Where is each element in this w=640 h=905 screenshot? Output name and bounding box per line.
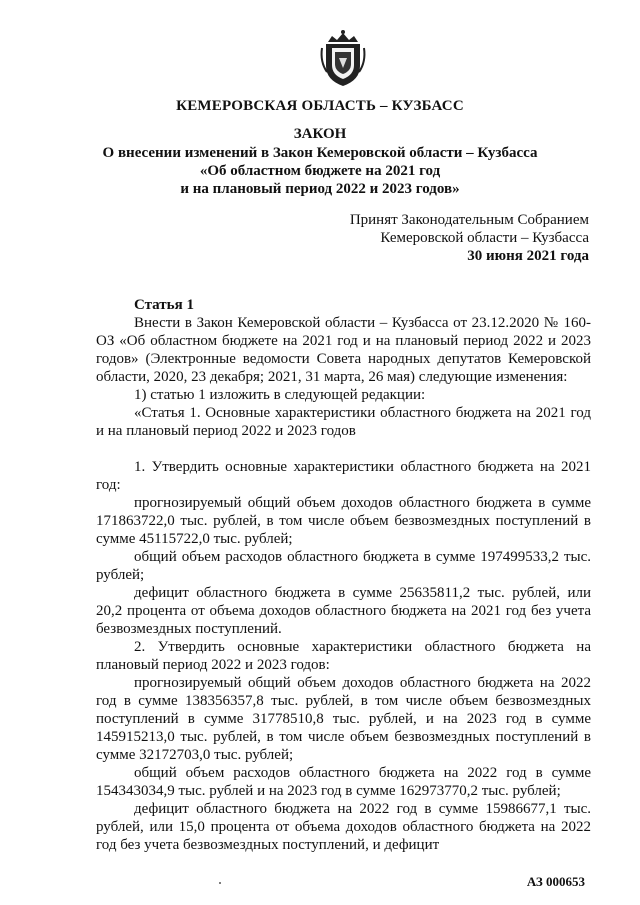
body-paragraph: Внести в Закон Кемеровской области – Кузбасса от 23.12.2020 № 160-ОЗ «Об областном бюджете на 2021 год и на плановый период 2022 и 2023 годов» (Электронные ведомости Совета народных депутатов Кемеровской области, 2020, 23 декабря; 2021, 31 марта, 26 мая) следующие изменения: [96, 315, 591, 385]
body-paragraph: прогнозируемый общий объем доходов областного бюджета в сумме 171863722,0 тыс. рублей, в том числе объем безвозмездных поступлений в сумме 45115722,0 тыс. рублей; [96, 495, 591, 547]
body-paragraph: общий объем расходов областного бюджета на 2022 год в сумме 154343034,9 тыс. рублей и на 2023 год в сумме 162973770,2 тыс. рублей; [96, 765, 591, 799]
body-paragraph: 1. Утвердить основные характеристики областного бюджета на 2021 год: [96, 459, 591, 493]
body-paragraph: 1) статью 1 изложить в следующей редакции: [134, 387, 426, 403]
adoption-block [289, 211, 589, 265]
body-paragraph: «Статья 1. Основные характеристики областного бюджета на 2021 год и на плановый период 2022 и 2023 годов [96, 405, 591, 439]
adoption-line: Кемеровской области – Кузбасса [380, 230, 589, 246]
body-paragraph: 2. Утвердить основные характеристики областного бюджета на плановый период 2022 и 2023 годов: [96, 639, 591, 673]
document-serial-code: АЗ 000653 [526, 874, 585, 889]
body-paragraph: дефицит областного бюджета в сумме 25635811,2 тыс. рублей, или 20,2 процента от объема доходов областного бюджета на 2021 год без учета безвозмездных поступлений. [96, 585, 591, 637]
body-paragraph: общий объем расходов областного бюджета в сумме 197499533,2 тыс. рублей; [96, 549, 591, 583]
article-heading: Статья 1 [134, 297, 194, 313]
law-body [96, 296, 591, 854]
body-paragraph: прогнозируемый общий объем доходов областного бюджета на 2022 год в сумме 138356357,8 тыс. рублей, в том числе объем безвозмездных поступлений в сумме 31778510,8 тыс. рублей, и на 2023 год в сумме 145915213,0 тыс. рублей, в том числе объем безвозмездных поступлений в сумме 32172703,0 тыс. рублей; [96, 675, 591, 763]
adoption-date: 30 июня 2021 года [467, 248, 589, 264]
law-label: ЗАКОН [293, 126, 347, 142]
scan-dot [219, 882, 221, 884]
law-title-line: и на плановый период 2022 и 2023 годов» [180, 181, 460, 197]
adoption-line: Принят Законодательным Собранием [349, 212, 589, 228]
body-paragraph: дефицит областного бюджета на 2022 год в сумме 15986677,1 тыс. рублей, или 15,0 процента от объема доходов областного бюджета на 2022 год без учета безвозмездных поступлений, и дефицит [96, 801, 591, 853]
coat-of-arms-emblem [318, 28, 368, 88]
law-title-line: О внесении изменений в Закон Кемеровской области – Кузбасса [102, 145, 538, 161]
law-title [0, 144, 640, 198]
law-title-line: «Об областном бюджете на 2021 год [199, 163, 441, 179]
region-heading: КЕМЕРОВСКАЯ ОБЛАСТЬ – КУЗБАСС [176, 98, 464, 114]
